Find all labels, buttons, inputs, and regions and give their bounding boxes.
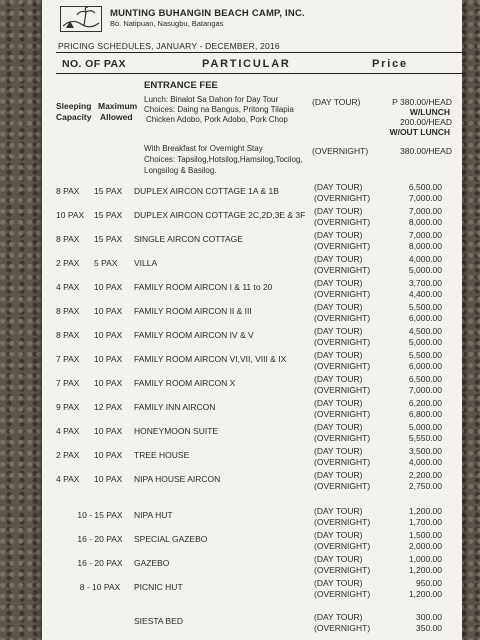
rate-prices xyxy=(374,554,442,576)
price-row xyxy=(42,578,462,602)
rate-type-labels xyxy=(314,182,370,204)
day-tour-label: (DAY TOUR) xyxy=(314,206,363,216)
rate-type-labels xyxy=(314,578,370,600)
capacity-range: 10 - 15 PAX xyxy=(77,510,123,520)
rate-prices xyxy=(374,446,442,468)
accommodation-name: VILLA xyxy=(134,258,158,268)
lunch-choices: Choices: Daing na Bangus, Pritong Tilapia xyxy=(144,105,294,114)
maximum-allowed: 15 PAX xyxy=(94,234,123,244)
overnight-price: 7,000.00 xyxy=(408,385,442,395)
company-name: MUNTING BUHANGIN BEACH CAMP, INC. xyxy=(110,8,305,19)
lunch-description: Lunch: Binalot Sa Dahon for Day Tour xyxy=(144,95,279,104)
column-header-particular: PARTICULAR xyxy=(202,58,291,70)
price-row xyxy=(42,470,462,494)
accommodation-name: GAZEBO xyxy=(134,558,170,568)
maximum-allowed: 15 PAX xyxy=(94,210,123,220)
price-row xyxy=(42,350,462,374)
maximum-label: Maximum xyxy=(98,101,138,111)
capacity-label: Capacity xyxy=(56,112,92,122)
accommodation-name: FAMILY ROOM AIRCON X xyxy=(134,378,236,388)
allowed-label: Allowed xyxy=(100,112,133,122)
with-lunch-label: W/LUNCH xyxy=(409,107,450,117)
sleeping-capacity: 9 PAX xyxy=(56,402,80,412)
accommodation-name: SINGLE AIRCON COTTAGE xyxy=(134,234,243,244)
rate-prices xyxy=(374,350,442,372)
rate-type-labels xyxy=(314,230,370,252)
entrance-price-lunch: P 380.00/HEAD xyxy=(392,97,452,107)
sleeping-capacity: 4 PAX xyxy=(56,282,80,292)
rate-type-labels xyxy=(314,326,370,348)
rate-prices xyxy=(374,254,442,276)
day-tour-price: 1,000.00 xyxy=(408,554,442,564)
accommodation-name: DUPLEX AIRCON COTTAGE 2C,2D,3E & 3F xyxy=(134,210,306,220)
rate-type-labels xyxy=(314,254,370,276)
overnight-price: 350.00 xyxy=(416,623,442,633)
accommodation-name: SIESTA BED xyxy=(134,616,183,626)
accommodation-name: NIPA HOUSE AIRCON xyxy=(134,474,221,484)
breakfast-choices: Choices: Tapsilog,Hotsilog,Hamsilog,Tocilog, xyxy=(144,155,303,164)
rate-type-labels xyxy=(314,470,370,492)
sleeping-label: Sleeping xyxy=(56,101,92,111)
day-tour-label: (DAY TOUR) xyxy=(314,554,363,564)
day-tour-price: 3,700.00 xyxy=(408,278,442,288)
accommodation-name: TREE HOUSE xyxy=(134,450,190,460)
maximum-allowed: 15 PAX xyxy=(94,186,123,196)
day-tour-price: 4,000.00 xyxy=(408,254,442,264)
rate-type-labels xyxy=(314,530,370,552)
price-row xyxy=(42,206,462,230)
overnight-price: 1,200.00 xyxy=(408,565,442,575)
day-tour-price: 3,500.00 xyxy=(408,446,442,456)
beach-camp-logo-icon xyxy=(60,6,102,32)
rate-prices xyxy=(374,470,442,492)
overnight-label: (OVERNIGHT) xyxy=(314,481,371,491)
overnight-price: 5,000.00 xyxy=(408,265,442,275)
rate-type-labels xyxy=(314,350,370,372)
day-tour-label: (DAY TOUR) xyxy=(314,578,363,588)
rate-prices xyxy=(374,278,442,300)
overnight-label: (OVERNIGHT) xyxy=(314,241,371,251)
divider xyxy=(56,52,462,53)
entrance-price-no-lunch: 200.00/HEAD xyxy=(400,117,452,127)
overnight-label: (OVERNIGHT) xyxy=(314,385,371,395)
overnight-price: 1,700.00 xyxy=(408,517,442,527)
entrance-fee-title: ENTRANCE FEE xyxy=(144,80,218,91)
rate-prices xyxy=(374,530,442,552)
maximum-allowed: 10 PAX xyxy=(94,282,123,292)
price-row xyxy=(42,422,462,446)
rate-prices xyxy=(374,612,442,634)
rate-type-labels xyxy=(314,206,370,228)
entrance-price-overnight: 380.00/HEAD xyxy=(400,146,452,156)
price-row xyxy=(42,554,462,578)
price-row xyxy=(42,374,462,398)
day-tour-label: (DAY TOUR) xyxy=(314,278,363,288)
overnight-label: (OVERNIGHT) xyxy=(314,517,371,527)
day-tour-price: 4,500.00 xyxy=(408,326,442,336)
rate-prices xyxy=(374,206,442,228)
price-row xyxy=(42,326,462,350)
sleeping-capacity: 2 PAX xyxy=(56,450,80,460)
rate-prices xyxy=(374,398,442,420)
day-tour-label: (DAY TOUR) xyxy=(314,506,363,516)
overnight-price: 8,000.00 xyxy=(408,217,442,227)
sleeping-capacity: 4 PAX xyxy=(56,426,80,436)
accommodation-name: NIPA HUT xyxy=(134,510,173,520)
accommodation-name: FAMILY ROOM AIRCON IV & V xyxy=(134,330,254,340)
day-tour-price: 5,500.00 xyxy=(408,350,442,360)
rate-prices xyxy=(374,578,442,600)
day-tour-price: 6,500.00 xyxy=(408,182,442,192)
overnight-price: 5,000.00 xyxy=(408,337,442,347)
overnight-label: (OVERNIGHT) xyxy=(314,457,371,467)
maximum-allowed: 10 PAX xyxy=(94,474,123,484)
rate-type-labels xyxy=(314,302,370,324)
overnight-label: (OVERNIGHT) xyxy=(314,337,371,347)
day-tour-label: (DAY TOUR) xyxy=(312,97,361,107)
overnight-price: 2,750.00 xyxy=(408,481,442,491)
price-row xyxy=(42,278,462,302)
sleeping-capacity: 2 PAX xyxy=(56,258,80,268)
overnight-label: (OVERNIGHT) xyxy=(314,409,371,419)
day-tour-price: 6,500.00 xyxy=(408,374,442,384)
company-address: Bo. Natipuan, Nasugbu, Batangas xyxy=(110,19,224,28)
overnight-label: (OVERNIGHT) xyxy=(312,146,369,156)
accommodation-name: PICNIC HUT xyxy=(134,582,183,592)
overnight-label: (OVERNIGHT) xyxy=(314,193,371,203)
day-tour-label: (DAY TOUR) xyxy=(314,398,363,408)
day-tour-price: 6,200.00 xyxy=(408,398,442,408)
accommodation-name: FAMILY ROOM AIRCON I & 11 to 20 xyxy=(134,282,273,292)
maximum-allowed: 12 PAX xyxy=(94,402,123,412)
overnight-price: 6,000.00 xyxy=(408,361,442,371)
day-tour-price: 7,000.00 xyxy=(408,206,442,216)
lunch-choices-cont: Chicken Adobo, Pork Adobo, Pork Chop xyxy=(146,115,288,124)
day-tour-price: 5,000.00 xyxy=(408,422,442,432)
overnight-price: 7,000.00 xyxy=(408,193,442,203)
overnight-label: (OVERNIGHT) xyxy=(314,433,371,443)
capacity-range: 8 - 10 PAX xyxy=(79,582,121,592)
rate-type-labels xyxy=(314,374,370,396)
overnight-label: (OVERNIGHT) xyxy=(314,541,371,551)
day-tour-price: 1,200.00 xyxy=(408,506,442,516)
day-tour-label: (DAY TOUR) xyxy=(314,302,363,312)
price-row xyxy=(42,506,462,530)
accommodation-name: HONEYMOON SUITE xyxy=(134,426,219,436)
without-lunch-label: W/OUT LUNCH xyxy=(389,127,450,137)
overnight-price: 1,200.00 xyxy=(408,589,442,599)
maximum-allowed: 10 PAX xyxy=(94,354,123,364)
day-tour-label: (DAY TOUR) xyxy=(314,230,363,240)
overnight-price: 6,800.00 xyxy=(408,409,442,419)
rate-type-labels xyxy=(314,612,370,634)
overnight-label: (OVERNIGHT) xyxy=(314,313,371,323)
day-tour-price: 950.00 xyxy=(416,578,442,588)
sleeping-capacity: 7 PAX xyxy=(56,354,80,364)
day-tour-label: (DAY TOUR) xyxy=(314,254,363,264)
sleeping-capacity: 10 PAX xyxy=(56,210,85,220)
overnight-price: 2,000.00 xyxy=(408,541,442,551)
day-tour-price: 5,500.00 xyxy=(408,302,442,312)
price-row xyxy=(42,254,462,278)
price-row xyxy=(42,302,462,326)
sleeping-capacity: 8 PAX xyxy=(56,330,80,340)
rate-prices xyxy=(374,182,442,204)
maximum-allowed: 10 PAX xyxy=(94,306,123,316)
day-tour-label: (DAY TOUR) xyxy=(314,326,363,336)
day-tour-label: (DAY TOUR) xyxy=(314,612,363,622)
rate-type-labels xyxy=(314,446,370,468)
accommodation-name: FAMILY ROOM AIRCON VI,VII, VIII & IX xyxy=(134,354,287,364)
sleeping-capacity: 8 PAX xyxy=(56,186,80,196)
price-row xyxy=(42,530,462,554)
accommodation-name: DUPLEX AIRCON COTTAGE 1A & 1B xyxy=(134,186,279,196)
day-tour-label: (DAY TOUR) xyxy=(314,182,363,192)
maximum-allowed: 10 PAX xyxy=(94,426,123,436)
accommodation-name: SPECIAL GAZEBO xyxy=(134,534,208,544)
rate-prices xyxy=(374,326,442,348)
sleeping-capacity: 7 PAX xyxy=(56,378,80,388)
day-tour-label: (DAY TOUR) xyxy=(314,350,363,360)
overnight-label: (OVERNIGHT) xyxy=(314,217,371,227)
price-row xyxy=(42,182,462,206)
day-tour-price: 300.00 xyxy=(416,612,442,622)
sleeping-capacity: 8 PAX xyxy=(56,234,80,244)
day-tour-label: (DAY TOUR) xyxy=(314,470,363,480)
day-tour-price: 2,200.00 xyxy=(408,470,442,480)
column-header-price: Price xyxy=(372,58,408,70)
rate-prices xyxy=(374,422,442,444)
pricing-schedule-title: PRICING SCHEDULES, JANUARY - DECEMBER, 2016 xyxy=(58,41,280,51)
overnight-price: 8,000.00 xyxy=(408,241,442,251)
sleeping-capacity: 8 PAX xyxy=(56,306,80,316)
rate-type-labels xyxy=(314,398,370,420)
price-list-sheet xyxy=(42,0,462,640)
day-tour-price: 1,500.00 xyxy=(408,530,442,540)
maximum-allowed: 5 PAX xyxy=(94,258,118,268)
price-row xyxy=(42,398,462,422)
overnight-price: 5,550.00 xyxy=(408,433,442,443)
maximum-allowed: 10 PAX xyxy=(94,450,123,460)
capacity-range: 16 - 20 PAX xyxy=(77,558,123,568)
day-tour-label: (DAY TOUR) xyxy=(314,374,363,384)
overnight-label: (OVERNIGHT) xyxy=(314,361,371,371)
overnight-label: (OVERNIGHT) xyxy=(314,589,371,599)
breakfast-description: With Breakfast for Overnight Stay xyxy=(144,144,263,153)
overnight-price: 6,000.00 xyxy=(408,313,442,323)
overnight-price: 4,400.00 xyxy=(408,289,442,299)
accommodation-name: FAMILY INN AIRCON xyxy=(134,402,216,412)
price-row xyxy=(42,230,462,254)
day-tour-price: 7,000.00 xyxy=(408,230,442,240)
breakfast-choices-cont: Longsilog & Basilog. xyxy=(144,166,217,175)
overnight-label: (OVERNIGHT) xyxy=(314,265,371,275)
rate-type-labels xyxy=(314,554,370,576)
overnight-label: (OVERNIGHT) xyxy=(314,289,371,299)
overnight-price: 4,000.00 xyxy=(408,457,442,467)
rate-type-labels xyxy=(314,278,370,300)
capacity-range: 16 - 20 PAX xyxy=(77,534,123,544)
rate-type-labels xyxy=(314,506,370,528)
price-row xyxy=(42,612,462,636)
day-tour-label: (DAY TOUR) xyxy=(314,446,363,456)
rate-prices xyxy=(374,230,442,252)
rate-prices xyxy=(374,302,442,324)
overnight-label: (OVERNIGHT) xyxy=(314,565,371,575)
overnight-label: (OVERNIGHT) xyxy=(314,623,371,633)
divider xyxy=(56,73,462,74)
maximum-allowed: 10 PAX xyxy=(94,330,123,340)
rate-prices xyxy=(374,374,442,396)
day-tour-label: (DAY TOUR) xyxy=(314,530,363,540)
sleeping-capacity: 4 PAX xyxy=(56,474,80,484)
rate-prices xyxy=(374,506,442,528)
accommodation-name: FAMILY ROOM AIRCON II & III xyxy=(134,306,252,316)
rate-type-labels xyxy=(314,422,370,444)
maximum-allowed: 10 PAX xyxy=(94,378,123,388)
day-tour-label: (DAY TOUR) xyxy=(314,422,363,432)
price-row xyxy=(42,446,462,470)
column-header-pax: NO. OF PAX xyxy=(62,58,126,70)
